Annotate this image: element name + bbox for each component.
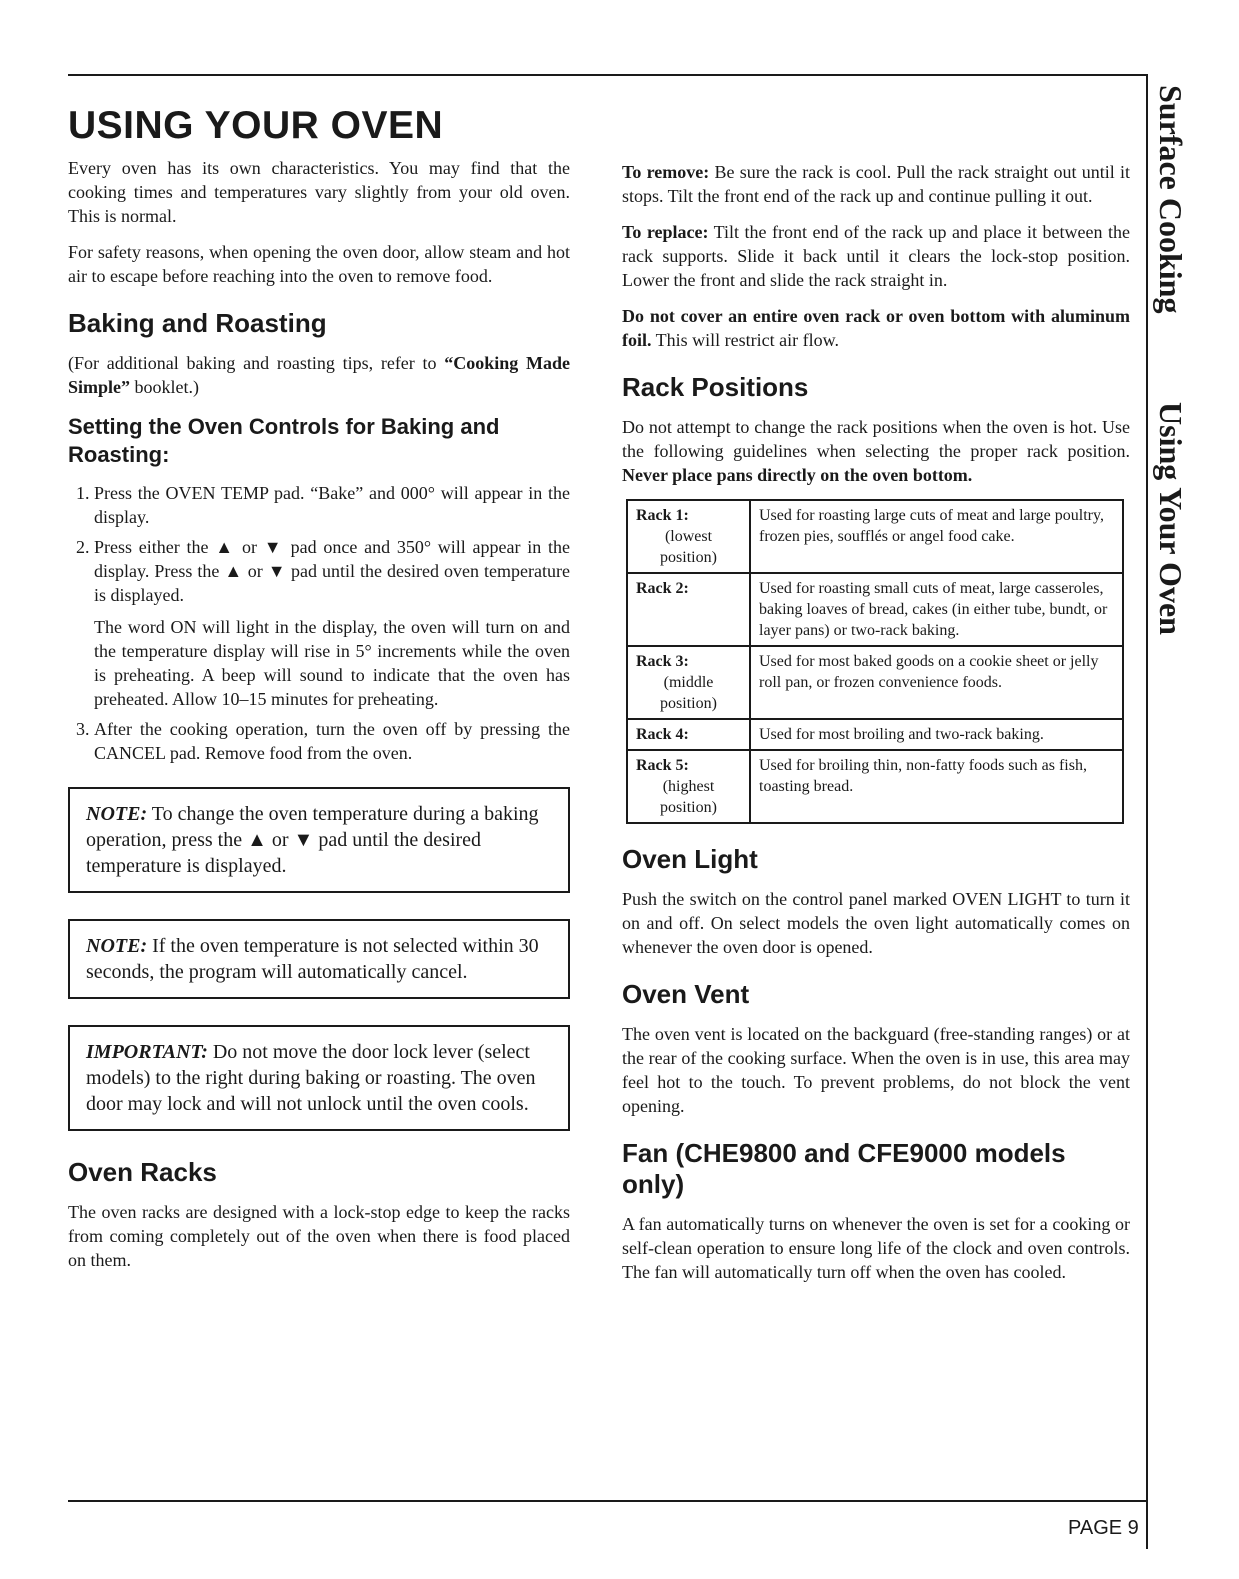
intro-paragraph-1: Every oven has its own characteristics. You may find that the cooking times and temperatures vary slightly from your old oven. This is normal. [68,158,570,226]
note-box-2 [68,919,570,999]
rack-label-cell: Rack 5: (highest position) [627,750,750,823]
important-box [68,1025,570,1131]
positions-paragraph: Do not attempt to change the rack positions when the oven is hot. Use the following guidelines when selecting the proper rack position. Never place pans directly on the oven bottom. [622,417,1130,485]
rack-use-cell: Used for most baked goods on a cookie sheet or jelly roll pan, or frozen convenience foods. [750,646,1123,719]
step-2: 2. Press either the ▲ or ▼ pad once and 350° will appear in the display. Press the ▲ or ▼ pad until the desired oven temperature is displayed. The word ON will light in the display, the oven will turn on and the temperature display will rise in 5° increments while the oven is preheating. A beep will sound to indicate that the oven has preheated. Allow 10–15 minutes for preheating. [94,535,570,711]
rack-label-cell: Rack 2: [627,573,750,646]
note-label: NOTE: [86,803,148,825]
page-title: USING YOUR OVEN [68,104,444,147]
important-text: Do not move the door lock lever (select models) to the right during baking or roasting. The oven door may lock and will not unlock until the oven cools. [86,1041,536,1115]
rack-use-cell: Used for broiling thin, non-fatty foods such as fish, toasting bread. [750,750,1123,823]
step-1: 1. Press the OVEN TEMP pad. “Bake” and 000° will appear in the display. [94,481,570,529]
step-3: 3. After the cooking operation, turn the oven off by pressing the CANCEL pad. Remove food from the oven. [94,717,570,765]
bottom-rule [68,1500,1148,1502]
table-row [627,646,1123,719]
rack-use-cell: Used for roasting small cuts of meat, large casseroles, baking loaves of bread, cakes (in either tube, bundt, or layer pans) or two-rack baking. [750,573,1123,646]
table-row [627,573,1123,646]
steps-list [68,481,570,765]
table-row [627,500,1123,573]
remove-paragraph: To remove: Be sure the rack is cool. Pull the rack straight out until it stops. Tilt the front end of the rack up and continue pulling it out. [622,162,1131,206]
racks-heading: Oven Racks [68,1157,217,1187]
rack-label-cell: Rack 4: [627,719,750,750]
booklet-title: “Cooking Made Simple” [68,353,571,397]
important-label: IMPORTANT: [86,1041,208,1063]
note-box-1 [68,787,570,893]
note-text: If the oven temperature is not selected within 30 seconds, the program will automatically cancel. [86,935,539,983]
step-2-detail: The word ON will light in the display, the oven will turn on and the temperature display will rise in 5° increments while the oven is preheating. A beep will sound to indicate that the oven has preheated. Allow 10–15 minutes for preheating. [94,617,570,709]
rack-use-cell: Used for roasting large cuts of meat and large poultry, frozen pies, soufflés or angel food cake. [750,500,1123,573]
baking-heading: Baking and Roasting [68,308,327,338]
intro-paragraph-2: For safety reasons, when opening the oven door, allow steam and hot air to escape before reaching into the oven to remove food. [68,242,570,286]
rack-positions-table [626,499,1124,824]
rack-label-cell: Rack 1: (lowest position) [627,500,750,573]
right-rule [1146,74,1148,1549]
racks-paragraph: The oven racks are designed with a lock-stop edge to keep the racks from coming completely out of the oven when there is food placed on them. [68,1202,570,1270]
side-tab-surface-cooking: Surface Cooking [1153,85,1189,314]
baking-reference: (For additional baking and roasting tips, refer to “Cooking Made Simple” booklet.) [68,353,571,397]
oven-vent-heading: Oven Vent [622,979,750,1009]
replace-paragraph: To replace: Tilt the front end of the rack up and place it between the rack supports. Slide it back until it clears the lock-stop position. Lower the front and slide the rack straight in. [622,222,1130,290]
foil-warning: Do not cover an entire oven rack or oven bottom with aluminum foil. This will restrict air flow. [622,306,1130,350]
remove-label: To remove: [622,162,710,182]
left-column [68,156,570,1284]
oven-light-heading: Oven Light [622,844,758,874]
controls-heading: Setting the Oven Controls for Baking and Roasting: [68,414,500,467]
top-rule [68,74,1148,76]
side-tab-using-your-oven: Using Your Oven [1153,402,1189,635]
table-row [627,750,1123,823]
right-column [622,160,1130,1296]
fan-paragraph: A fan automatically turns on whenever the oven is set for a cooking or self-clean operation to ensure long life of the clock and oven controls. The fan will automatically turn off when the oven has cooled. [622,1214,1130,1282]
table-row [627,719,1123,750]
rack-use-cell: Used for most broiling and two-rack baking. [750,719,1123,750]
page-number: PAGE 9 [1068,1517,1139,1539]
oven-vent-paragraph: The oven vent is located on the backguard (free-standing ranges) or at the rear of the cooking surface. When the oven is in use, this area may feel hot to the touch. To prevent problems, do not block the vent opening. [622,1024,1130,1116]
note-text: To change the oven temperature during a baking operation, press the ▲ or ▼ pad until the desired temperature is displayed. [86,803,539,877]
note-label: NOTE: [86,935,148,957]
positions-heading: Rack Positions [622,372,809,402]
rack-label-cell: Rack 3: (middle position) [627,646,750,719]
fan-heading: Fan (CHE9800 and CFE9000 models only) [622,1138,1066,1199]
replace-label: To replace: [622,222,709,242]
oven-light-paragraph: Push the switch on the control panel marked OVEN LIGHT to turn it on and off. On select models the oven light automatically comes on whenever the oven door is opened. [622,889,1130,957]
